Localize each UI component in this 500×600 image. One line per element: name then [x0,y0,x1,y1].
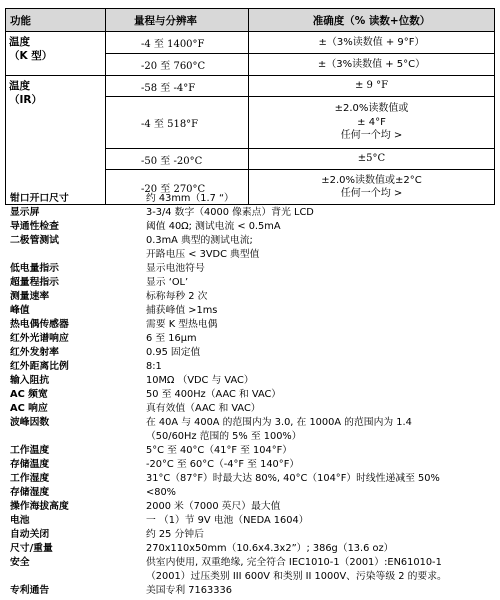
spec-row [10,304,495,318]
spec-value: -20°C 至 60°C（-4°F 至 140°F） [146,459,300,470]
spec-row [10,542,495,556]
accuracy-spec-table [5,8,495,205]
spec-value: （50/60Hz 范围的 5% 至 100%） [146,431,302,442]
spec-row [10,570,495,584]
spec-value: 一 （1）节 9V 电池（NEDA 1604） [146,515,309,526]
spec-label: 超量程指示 [10,277,59,288]
range-cell: -20 至 270°C [106,170,249,205]
spec-row [10,276,495,290]
range-cell: -58 至 -4°F [106,76,249,97]
spec-value: 真有效值（AAC 和 VAC） [146,403,261,414]
spec-label: 红外光谱响应 [10,333,69,344]
spec-row [10,528,495,542]
table-row [6,76,495,97]
spec-value: 2000 米（7000 英尺）最大值 [146,501,281,512]
spec-value: 约 25 分钟后 [146,529,204,540]
spec-row [10,192,495,206]
accuracy-cell: ±（3%读数值 + 9°F） [249,32,495,54]
spec-row [10,234,495,248]
spec-value: 供室内使用, 双重绝缘, 完全符合 IEC1010-1（2001）:EN61010-1 [146,557,442,568]
spec-row [10,290,495,304]
spec-value: 0.95 固定值 [146,347,201,358]
spec-label: 热电偶传感器 [10,319,69,330]
spec-row [10,458,495,472]
header-accuracy: 准确度（% 读数+位数） [249,9,495,32]
spec-label: 自动关闭 [10,529,50,540]
spec-row [10,360,495,374]
header-function: 功能 [6,9,106,32]
spec-label: 低电量指示 [10,263,59,274]
spec-value: 0.3mA 典型的测试电流; [146,235,253,246]
accuracy-cell: ±（3%读数值 + 5°C） [249,54,495,76]
accuracy-cell: ±2.0%读数值或±2°C 任何一个均 > [249,170,495,205]
spec-label: 测量速率 [10,291,50,302]
spec-label: 工作湿度 [10,473,50,484]
spec-row [10,500,495,514]
spec-value: 5°C 至 40°C（41°F 至 104°F） [146,445,293,456]
spec-label: 红外距离比例 [10,361,69,372]
range-cell: -4 至 518°F [106,97,249,149]
spec-value: 标称每秒 2 次 [146,291,208,302]
spec-value: 31°C（87°F）时最大达 80%, 40°C（104°F）时线性递减至 50% [146,473,440,484]
spec-row [10,346,495,360]
spec-row [10,430,495,444]
spec-row [10,402,495,416]
temp-ir-label: 温度 （IR） [6,76,106,205]
spec-label: 峰值 [10,305,30,316]
spec-row [10,584,495,598]
spec-row [10,318,495,332]
spec-label [10,430,146,444]
spec-label: 导通性检查 [10,221,59,232]
spec-value: 10MΩ （VDC 与 VAC） [146,375,254,386]
spec-value: 显示电池符号 [146,263,205,274]
spec-label: 尺寸/重量 [10,543,53,554]
range-cell: -20 至 760°C [106,54,249,76]
spec-row [10,486,495,500]
spec-list [10,192,495,598]
spec-row [10,374,495,388]
spec-label: 显示屏 [10,207,40,218]
spec-row [10,388,495,402]
spec-value: 3-3/4 数字（4000 像素点）背光 LCD [146,207,314,218]
spec-value: 开路电压 < 3VDC 典型值 [146,249,260,260]
spec-label: AC 频宽 [10,389,48,400]
spec-label: 操作海拔高度 [10,501,69,512]
spec-value: 阈值 40Ω; 测试电流 < 0.5mA [146,221,281,232]
spec-row [10,332,495,346]
spec-label: 安全 [10,557,30,568]
spec-value: 需要 K 型热电偶 [146,319,218,330]
spec-label: AC 响应 [10,403,48,414]
spec-value: 约 43mm（1.7 “） [146,193,234,204]
spec-value: 270x110x50mm（10.6x4.3x2”）; 386g（13.6 oz） [146,543,394,554]
temp-k-label: 温度 （K 型） [6,32,106,76]
accuracy-cell: ±2.0%读数值或 ± 4°F 任何一个均 > [249,97,495,149]
accuracy-cell: ± 9 °F [249,76,495,97]
spec-value: 美国专利 7163336 [146,585,232,596]
spec-label [10,248,146,262]
spec-value: 显示 ‘OL’ [146,277,189,288]
spec-label: 二极管测试 [10,235,59,246]
spec-row [10,514,495,528]
spec-value: 50 至 400Hz（AAC 和 VAC） [146,389,282,400]
spec-value: 6 至 16μm [146,333,197,344]
spec-label: 波峰因数 [10,417,50,428]
spec-label: 钳口开口尺寸 [10,193,69,204]
spec-label: 红外发射率 [10,347,59,358]
spec-row [10,262,495,276]
spec-row [10,444,495,458]
spec-row [10,206,495,220]
spec-value: 8:1 [146,361,162,372]
spec-label: 专利通告 [10,585,50,596]
header-range: 量程与分辨率 [106,9,249,32]
table-row [6,32,495,54]
spec-row [10,220,495,234]
spec-label: 输入阻抗 [10,375,50,386]
table-header-row [6,9,495,32]
range-cell: -4 至 1400°F [106,32,249,54]
spec-label [10,570,146,584]
spec-label: 工作温度 [10,445,50,456]
spec-row [10,416,495,430]
spec-row [10,472,495,486]
spec-row [10,556,495,570]
spec-value: 在 40A 与 400A 的范围内为 3.0, 在 1000A 的范围内为 1.4 [146,417,412,428]
accuracy-cell: ±5°C [249,149,495,170]
spec-value: （2001）过压类别 III 600V 和类别 II 1000V、污染等级 2 的要求。 [146,571,447,582]
spec-row [10,248,495,262]
spec-value: 捕获峰值 >1ms [146,305,218,316]
spec-label: 存储湿度 [10,487,50,498]
range-cell: -50 至 -20°C [106,149,249,170]
spec-value: <80% [146,487,176,498]
spec-label: 存储温度 [10,459,50,470]
spec-label: 电池 [10,515,30,526]
